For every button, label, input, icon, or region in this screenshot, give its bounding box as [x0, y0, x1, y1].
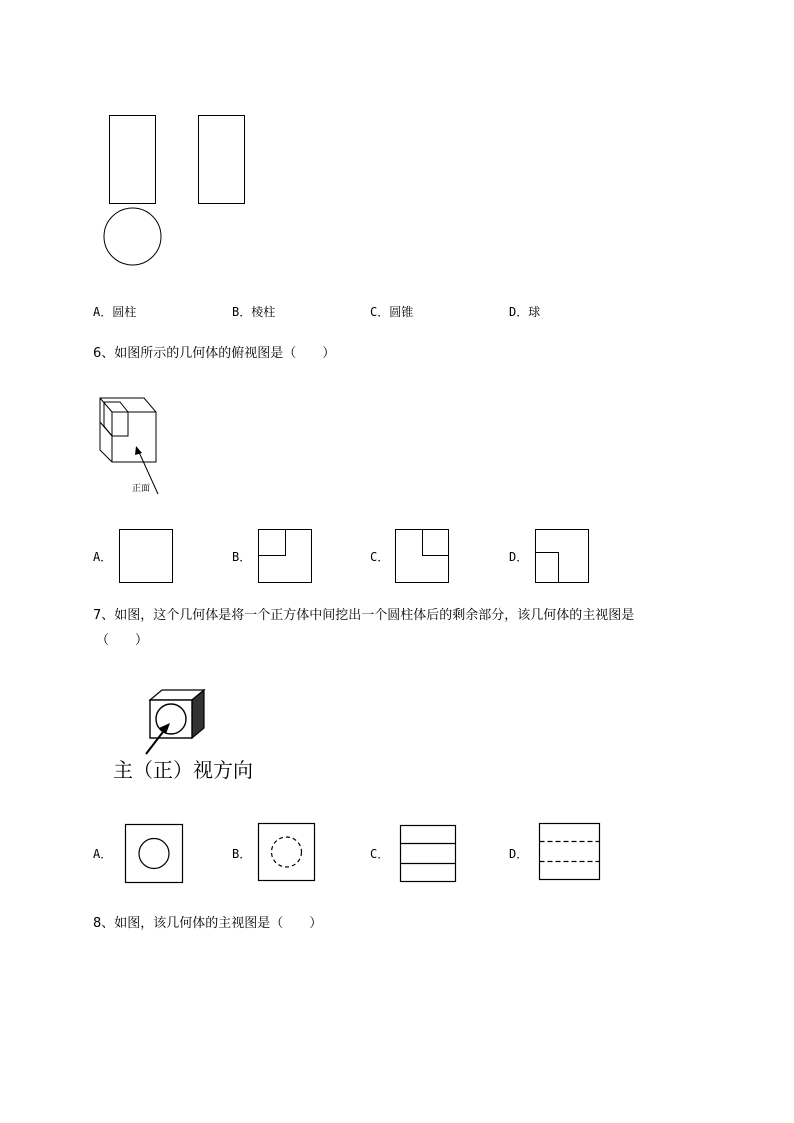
q6-option-d[interactable]: D．: [509, 550, 529, 564]
q7-cube-figure: [118, 688, 214, 758]
q6-option-c[interactable]: C．: [370, 550, 390, 564]
q7-stem-line1: 7、如图，这个几何体是将一个正方体中间挖出一个圆柱体后的剩余部分，该几何体的主视图是: [93, 608, 635, 623]
q7-option-a-figure[interactable]: [124, 823, 184, 884]
top-view-circle: [104, 208, 161, 265]
q7-option-a[interactable]: A．: [93, 847, 113, 861]
q7-option-d-figure[interactable]: [538, 822, 602, 882]
q6-option-a-figure[interactable]: [118, 528, 174, 584]
front-view-rectangle: [110, 116, 156, 204]
q5-option-d[interactable]: D．球: [509, 305, 541, 319]
q6-figure-caption: 正面: [132, 484, 151, 494]
q5-three-views-figure: [100, 112, 260, 272]
q6-option-a[interactable]: A．: [93, 550, 113, 564]
q7-stem-line2: （ ）: [96, 633, 149, 648]
q6-option-b[interactable]: B．: [232, 550, 252, 564]
q7-option-d[interactable]: D．: [509, 847, 529, 861]
q7-option-c-figure[interactable]: [399, 824, 459, 884]
q7-option-c[interactable]: C．: [370, 847, 390, 861]
q6-option-b-figure[interactable]: [257, 528, 313, 584]
q5-option-b[interactable]: B．棱柱: [232, 305, 276, 319]
q7-option-b[interactable]: B．: [232, 847, 252, 861]
q5-option-a[interactable]: A．圆柱: [93, 305, 137, 319]
side-view-rectangle: [199, 116, 245, 204]
q6-stem: 6、如图所示的几何体的俯视图是（ ）: [93, 346, 336, 361]
q7-figure-caption: 主（正）视方向: [113, 758, 253, 782]
q6-option-d-figure[interactable]: [534, 528, 590, 584]
q8-stem: 8、如图，该几何体的主视图是（ ）: [93, 916, 323, 931]
q7-option-b-figure[interactable]: [257, 822, 317, 882]
q6-option-c-figure[interactable]: [394, 528, 450, 584]
q5-option-c[interactable]: C．圆锥: [370, 305, 414, 319]
